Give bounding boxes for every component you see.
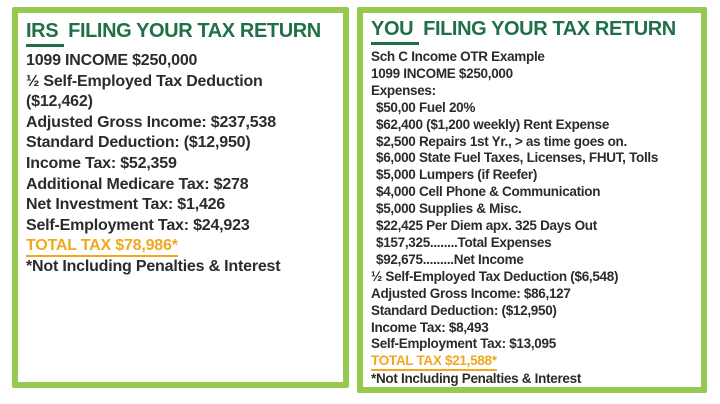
tax-line: [371, 371, 697, 388]
tax-line-text: $50,00 Fuel 20%: [376, 99, 476, 115]
tax-line: [371, 100, 697, 117]
tax-line-text: Sch C Income OTR Example: [371, 49, 545, 64]
tax-line-text: Additional Medicare Tax: $278: [26, 175, 249, 193]
tax-line-text: ½ Self-Employed Tax Deduction: [26, 72, 263, 90]
irs-panel: [12, 7, 349, 388]
tax-line: [371, 336, 697, 353]
tax-line: [371, 218, 697, 235]
total-tax-line: [371, 353, 697, 371]
tax-line: [371, 167, 697, 184]
tax-line-text: $22,425 Per Diem apx. 325 Days Out: [376, 218, 597, 234]
tax-line-text: Expenses:: [371, 82, 436, 98]
tax-line-text: $157,325........Total Expenses: [376, 234, 552, 250]
tax-line: [26, 195, 337, 216]
tax-line: [371, 269, 697, 286]
you-panel-title: [371, 16, 697, 45]
tax-line-text: $5,000 Lumpers (if Reefer): [376, 167, 538, 183]
you-title-underlined-word: YOU: [371, 16, 419, 45]
tax-line: [371, 235, 697, 252]
tax-line-text: ½ Self-Employed Tax Deduction ($6,548): [371, 268, 619, 284]
irs-panel-title: [26, 18, 337, 47]
tax-line: [26, 175, 337, 196]
tax-line-text: $2,500 Repairs 1st Yr., > as time goes on.: [376, 133, 627, 149]
tax-line: [371, 320, 697, 337]
tax-line: [26, 51, 337, 72]
tax-line: [26, 257, 337, 278]
tax-line-text: TOTAL TAX $78,986*: [26, 237, 178, 256]
tax-line: [371, 252, 697, 269]
tax-line: [371, 184, 697, 201]
tax-line-text: 1099 INCOME $250,000: [26, 52, 198, 69]
tax-line-text: Adjusted Gross Income: $86,127: [371, 285, 571, 301]
irs-title-rest: FILING YOUR TAX RETURN: [68, 20, 321, 42]
tax-line-text: *Not Including Penalties & Interest: [26, 257, 281, 275]
tax-line: [371, 66, 697, 83]
tax-line-text: *Not Including Penalties & Interest: [371, 370, 582, 386]
tax-line-text: TOTAL TAX $21,588*: [371, 354, 497, 371]
tax-line-text: Self-Employment Tax: $24,923: [26, 216, 250, 234]
tax-line-text: Income Tax: $8,493: [371, 319, 489, 335]
tax-line-text: Standard Deduction: ($12,950): [26, 134, 251, 152]
tax-line-text: $6,000 State Fuel Taxes, Licenses, FHUT, Tolls: [376, 150, 659, 166]
irs-title-underlined-word: IRS: [26, 18, 64, 47]
tax-line-text: $4,000 Cell Phone & Communication: [376, 184, 601, 200]
tax-line: [371, 201, 697, 218]
tax-line: [371, 49, 697, 66]
tax-line-text: Self-Employment Tax: $13,095: [371, 336, 556, 352]
tax-line: [26, 216, 337, 237]
tax-line-text: Adjusted Gross Income: $237,538: [26, 113, 276, 131]
tax-line-text: Standard Deduction: ($12,950): [371, 302, 557, 318]
you-tax-lines: [371, 49, 697, 388]
tax-line: [26, 92, 337, 113]
tax-line: [371, 134, 697, 151]
tax-line: [26, 133, 337, 154]
tax-line: [371, 303, 697, 320]
tax-line-text: Income Tax: $52,359: [26, 154, 177, 172]
tax-line-text: $92,675.........Net Income: [376, 251, 524, 267]
tax-line-text: $5,000 Supplies & Misc.: [376, 201, 522, 217]
irs-tax-lines: [26, 51, 337, 278]
tax-line-text: 1099 INCOME $250,000: [371, 65, 513, 81]
tax-line: [371, 117, 697, 134]
tax-line: [371, 150, 697, 167]
you-title-rest: FILING YOUR TAX RETURN: [423, 18, 676, 40]
tax-line: [26, 154, 337, 175]
tax-line-text: Net Investment Tax: $1,426: [26, 196, 226, 214]
you-panel: [357, 7, 707, 393]
tax-line: [371, 83, 697, 100]
tax-line-text: ($12,462): [26, 93, 93, 111]
tax-line: [26, 72, 337, 93]
tax-line-text: $62,400 ($1,200 weekly) Rent Expense: [376, 116, 610, 132]
total-tax-line: [26, 236, 337, 257]
tax-line: [371, 286, 697, 303]
tax-line: [26, 113, 337, 134]
